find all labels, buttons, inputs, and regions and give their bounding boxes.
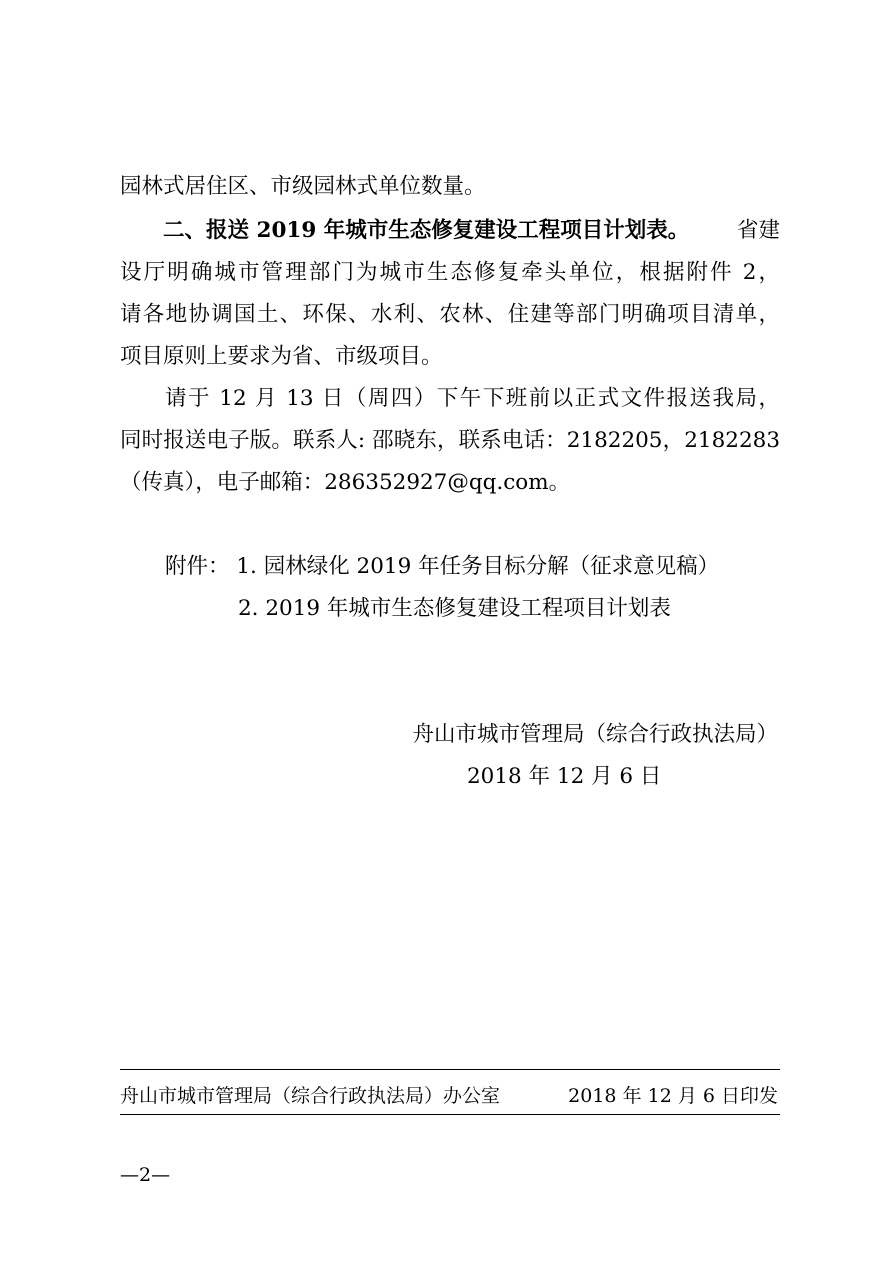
section-heading: 二、报送 2019 年城市生态修复建设工程项目计划表。 — [163, 218, 690, 243]
body-text: 省建 — [736, 218, 780, 243]
paragraph-2-first-line — [120, 216, 780, 246]
body-line: 请于 12 月 13 日（周四）下午下班前以正式文件报送我局， — [165, 386, 780, 411]
footer-bottom-rule — [120, 1114, 780, 1115]
footer-top-rule — [120, 1069, 780, 1070]
footer-issue-date: 2018 年 12 月 6 日印发 — [568, 1085, 778, 1107]
attachments-block — [165, 552, 765, 582]
body-line: 请各地协调国土、环保、水利、农林、住建等部门明确项目清单， — [120, 302, 780, 327]
body-line: 项目原则上要求为省、市级项目。 — [120, 344, 443, 369]
body-line: 同时报送电子版。联系人: 邵晓东，联系电话：2182205，2182283 — [120, 428, 780, 453]
footer-issuer: 舟山市城市管理局（综合行政执法局）办公室 — [120, 1085, 501, 1107]
body-line: 设厅明确城市管理部门为城市生态修复牵头单位，根据附件 2， — [120, 260, 780, 285]
attachment-item: 1. 园林绿化 2019 年任务目标分解（征求意见稿） — [236, 554, 720, 579]
attachments-label: 附件： — [165, 554, 230, 579]
attachment-item: 2. 2019 年城市生态修复建设工程项目计划表 — [238, 596, 671, 621]
signature-date: 2018 年 12 月 6 日 — [467, 764, 662, 789]
page-number: —2— — [120, 1164, 171, 1186]
body-line: （传真），电子邮箱：286352927@qq.com。 — [120, 470, 571, 495]
signature-organization: 舟山市城市管理局（综合行政执法局） — [412, 722, 778, 747]
body-line: 园林式居住区、市级园林式单位数量。 — [120, 174, 486, 199]
